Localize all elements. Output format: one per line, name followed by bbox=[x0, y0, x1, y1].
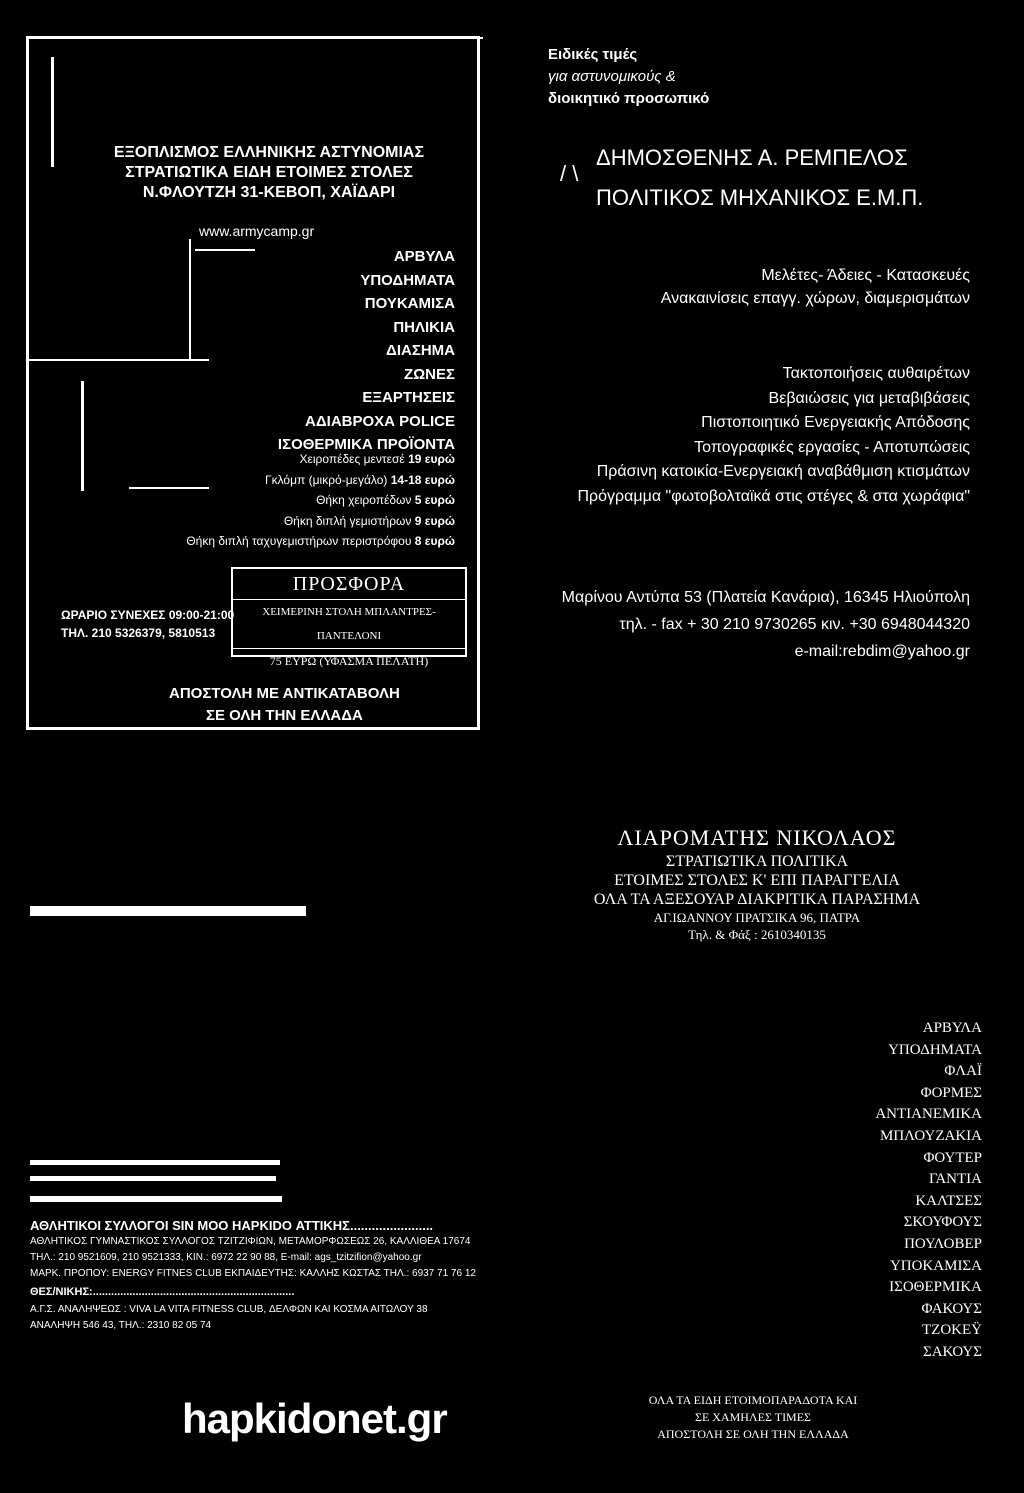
product-item: ΑΡΒΥΛΑ bbox=[922, 1020, 982, 1036]
engineer-name: ΔΗΜΟΣΘΕΝΗΣ Α. ΡΕΜΠΕΛΟΣ bbox=[596, 145, 908, 170]
decorative-line bbox=[51, 57, 54, 167]
footer-line: ΑΠΟΣΤΟΛΗ ΣΕ ΟΛΗ ΤΗΝ ΕΛΛΑΔΑ bbox=[657, 1427, 849, 1441]
decorative-line bbox=[81, 381, 84, 491]
tailor-line: ΟΛΑ ΤΑ ΑΞΕΣΟΥΑΡ ΔΙΑΚΡΙΤΙΚΑ ΠΑΡΑΣΗΜΑ bbox=[593, 891, 921, 908]
phone-text: ΤΗΛ. 210 5326379, 5810513 bbox=[61, 626, 216, 640]
engineer-name-block bbox=[596, 138, 923, 218]
price-row bbox=[186, 531, 455, 552]
opening-hours bbox=[61, 606, 234, 642]
product-item: ΣΑΚΟΥΣ bbox=[922, 1343, 982, 1360]
price-item: Θήκη χειροπέδων bbox=[316, 493, 412, 507]
product-footer bbox=[588, 1392, 918, 1443]
scan-artifact bbox=[30, 1176, 276, 1181]
product-item: ΠΟΥΛΟΒΕΡ bbox=[904, 1235, 982, 1252]
decorative-line bbox=[195, 249, 255, 251]
decorative-line bbox=[189, 239, 191, 359]
product-item: ΦΑΚΟΥΣ bbox=[921, 1300, 982, 1317]
scan-artifact bbox=[30, 906, 306, 916]
price-item: Θήκη διπλή ταχυγεμιστήρων περιστρόφου bbox=[186, 534, 412, 548]
service-item: Τοπογραφικές εργασίες - Αποτυπώσεις bbox=[694, 438, 970, 456]
hapkido-line: ΑΘΛΗΤΙΚΟΣ ΓΥΜΝΑΣΤΙΚΟΣ ΣΥΛΛΟΓΟΣ ΤΖΙΤΖΙΦΙΩΝ, ΜΕΤΑΜΟΡΦΩΣΕΩΣ 26, ΚΑΛΛΙΘΕΑ 17674 bbox=[30, 1236, 471, 1247]
shipping-line: ΑΠΟΣΤΟΛΗ ΜΕ ΑΝΤΙΚΑΤΑΒΟΛΗ bbox=[169, 685, 400, 702]
service-item: Πιστοποιητικό Ενεργειακής Απόδοσης bbox=[701, 414, 970, 431]
category-list bbox=[278, 245, 455, 457]
scan-artifact bbox=[30, 1196, 282, 1202]
hapkido-title: ΑΘΛΗΤΙΚΟΙ ΣΥΛΛΟΓΟΙ SIN MOO HAPKIDO ΑΤΤΙΚΗΣ....................... bbox=[30, 1218, 434, 1233]
price-list bbox=[186, 449, 455, 552]
special-line: διοικητικό προσωπικό bbox=[548, 90, 710, 107]
price-value: 5 ευρώ bbox=[414, 493, 455, 507]
offer-title: ΠΡΟΣΦΟΡΑ bbox=[233, 569, 465, 600]
heading-line: Ν.ΦΛΟΥΤΖΗ 31-ΚΕΒΟΠ, ΧΑΪΔΑΡΙ bbox=[142, 184, 396, 201]
price-row bbox=[186, 449, 455, 470]
engineer-services bbox=[661, 264, 970, 310]
product-item: ΦΛΑΪ bbox=[944, 1063, 982, 1080]
decorative-line bbox=[29, 359, 209, 361]
price-row bbox=[186, 511, 455, 532]
tailor-line: ΣΤΡΑΤΙΩΤΙΚΑ ΠΟΛΙΤΙΚΑ bbox=[665, 853, 849, 870]
product-item: ΑΝΤΙΑΝΕΜΙΚΑ bbox=[875, 1106, 982, 1123]
tailor-name: ΛΙΑΡΟΜΑΤΗΣ ΝΙΚΟΛΑΟΣ bbox=[617, 825, 897, 850]
price-row bbox=[186, 470, 455, 491]
price-value: 8 ευρώ bbox=[414, 534, 455, 548]
product-item: ΦΟΥΤΕΡ bbox=[923, 1149, 982, 1166]
website-link[interactable]: www.armycamp.gr bbox=[199, 223, 315, 239]
service-line: Μελέτες- Άδειες - Κατασκευές bbox=[761, 267, 970, 284]
offer-price: 75 ΕΥΡΩ (ΥΦΑΣΜΑ ΠΕΛΑΤΗ) bbox=[269, 654, 429, 668]
engineer-service-list bbox=[577, 362, 970, 509]
email-link[interactable]: e-mail:rebdim@yahoo.gr bbox=[794, 643, 970, 660]
decorative-line bbox=[29, 37, 483, 39]
price-value: 19 ευρώ bbox=[408, 452, 455, 466]
category-item: ΠΗΛΙΚΙΑ bbox=[393, 318, 455, 336]
price-value: 9 ευρώ bbox=[414, 513, 455, 528]
tailor-address: ΑΓ.ΙΩΑΝΝΟΥ ΠΡΑΤΣΙΚΑ 96, ΠΑΤΡΑ bbox=[653, 910, 861, 925]
category-item: ΠΟΥΚΑΜΙΣΑ bbox=[364, 295, 455, 312]
hours-text: ΩΡΑΡΙΟ ΣΥΝΕΧΕΣ 09:00-21:00 bbox=[61, 608, 235, 622]
offer-box bbox=[231, 567, 467, 668]
address-line: Μαρίνου Αντύπα 53 (Πλατεία Κανάρια), 16345 Ηλιούπολη bbox=[561, 589, 970, 606]
price-row bbox=[186, 490, 455, 511]
category-item: ΕΞΑΡΤΗΣΕΙΣ bbox=[362, 389, 455, 406]
special-line: για αστυνομικούς & bbox=[548, 68, 676, 85]
engineer-contact bbox=[562, 584, 970, 665]
police-equipment-ad bbox=[26, 36, 480, 730]
phone-line: τηλ. - fax + 30 210 9730265 κιν. +30 6948044320 bbox=[619, 616, 970, 633]
category-item: ΑΔΙΑΒΡΟΧΑ POLICE bbox=[305, 412, 455, 430]
category-item: ΔΙΑΣΗΜΑ bbox=[386, 342, 455, 359]
service-item: Πρόγραμμα "φωτοβολταϊκά στις στέγες & στα χωράφια" bbox=[577, 487, 970, 505]
price-item: Χειροπέδες μεντεσέ bbox=[299, 452, 405, 466]
heading-line: ΣΤΡΑΤΙΩΤΙΚΑ ΕΙΔΗ ΕΤΟΙΜΕΣ ΣΤΟΛΕΣ bbox=[125, 164, 413, 181]
hapkidonet-logo[interactable]: hapkidonet.gr bbox=[182, 1395, 447, 1442]
category-item: ΖΩΝΕΣ bbox=[403, 365, 455, 383]
price-value: 14-18 ευρώ bbox=[390, 472, 455, 487]
tailor-ad bbox=[520, 824, 994, 943]
product-item: ΜΠΛΟΥΖΑΚΙΑ bbox=[879, 1127, 982, 1144]
heading-line: ΕΞΟΠΛΙΣΜΟΣ ΕΛΛΗΝΙΚΗΣ ΑΣΤΥΝΟΜΙΑΣ bbox=[113, 144, 425, 161]
service-line: Ανακαινίσεις επαγγ. χώρων, διαμερισμάτων bbox=[660, 290, 970, 307]
shipping-info bbox=[169, 683, 400, 727]
hapkido-line: Α.Γ.Σ. ΑΝΑΛΗΨΕΩΣ : VIVA LA VITA FITNESS CLUB, ΔΕΛΦΩΝ ΚΑΙ ΚΟΣΜΑ ΑΙΤΩΛΟΥ 38 bbox=[30, 1304, 428, 1315]
police-ad-heading bbox=[109, 143, 429, 203]
tailor-line: ΕΤΟΙΜΕΣ ΣΤΟΛΕΣ Κ' ΕΠΙ ΠΑΡΑΓΓΕΛΙΑ bbox=[614, 872, 900, 889]
service-item: Βεβαιώσεις για μεταβιβάσεις bbox=[768, 389, 970, 407]
special-line: Ειδικές τιμές bbox=[548, 46, 638, 63]
service-item: Πράσινη κατοικία-Ενεργειακή αναβάθμιση κτισμάτων bbox=[596, 463, 970, 480]
shipping-line: ΣΕ ΟΛΗ ΤΗΝ ΕΛΛΑΔΑ bbox=[205, 707, 363, 724]
price-item: Θήκη διπλή γεμιστήρων bbox=[283, 513, 412, 528]
hapkido-line: ΘΕΣ/ΝΙΚΗΣ:.................................................................. bbox=[30, 1286, 295, 1298]
footer-line: ΣΕ ΧΑΜΗΛΕΣ ΤΙΜΕΣ bbox=[694, 1410, 812, 1424]
product-item: ΤΖΟΚΕΫ bbox=[922, 1322, 982, 1339]
special-prices-note bbox=[548, 44, 709, 110]
tailor-phone: Τηλ. & Φάξ : 2610340135 bbox=[688, 927, 826, 942]
scan-artifact bbox=[30, 1160, 280, 1165]
engineer-logo: / \ bbox=[560, 161, 579, 186]
hapkido-line: ΑΝΑΛΗΨΗ 546 43, ΤΗΛ.: 2310 82 05 74 bbox=[30, 1320, 212, 1331]
service-item: Τακτοποιήσεις αυθαιρέτων bbox=[782, 365, 970, 382]
engineer-title: ΠΟΛΙΤΙΚΟΣ ΜΗΧΑΝΙΚΟΣ Ε.Μ.Π. bbox=[596, 185, 924, 210]
hapkido-line: ΜΑΡΚ. ΠΡΟΠΟΥ: ENERGY FITNES CLUB ΕΚΠΑΙΔΕΥΤΗΣ: ΚΑΛΛΗΣ ΚΩΣΤΑΣ ΤΗΛ.: 6937 71 76 12 bbox=[30, 1268, 476, 1279]
category-item: ΙΣΟΘΕΡΜΙΚΑ ΠΡΟΪΟΝΤΑ bbox=[277, 436, 455, 453]
product-item: ΓΑΝΤΙΑ bbox=[928, 1171, 982, 1188]
footer-line: ΟΛΑ ΤΑ ΕΙΔΗ ΕΤΟΙΜΟΠΑΡΑΔΟΤΑ ΚΑΙ bbox=[648, 1393, 858, 1407]
price-item: Γκλόμπ (μικρό-μεγάλο) bbox=[265, 472, 388, 487]
offer-item: ΧΕΙΜΕΡΙΝΗ ΣΤΟΛΗ ΜΠΛΑΝΤΡΕΣ-ΠΑΝΤΕΛΟΝΙ bbox=[233, 600, 465, 649]
product-item: ΦΟΡΜΕΣ bbox=[920, 1084, 982, 1101]
product-item: ΥΠΟΔΗΜΑΤΑ bbox=[888, 1041, 982, 1058]
product-item: ΥΠΟΚΑΜΙΣΑ bbox=[889, 1257, 982, 1274]
product-item: ΣΚΟΥΦΟΥΣ bbox=[903, 1214, 982, 1231]
category-item: ΥΠΟΔΗΜΑΤΑ bbox=[360, 271, 455, 289]
product-list bbox=[875, 1018, 982, 1364]
category-item: ΑΡΒΥΛΑ bbox=[393, 248, 455, 265]
hapkido-line: ΤΗΛ.: 210 9521609, 210 9521333, ΚΙΝ.: 6972 22 90 88, E-mail: ags_tzitzifion@yahoo.gr bbox=[30, 1252, 422, 1263]
product-item: ΙΣΟΘΕΡΜΙΚΑ bbox=[889, 1279, 982, 1296]
product-item: ΚΑΛΤΣΕΣ bbox=[915, 1192, 982, 1209]
